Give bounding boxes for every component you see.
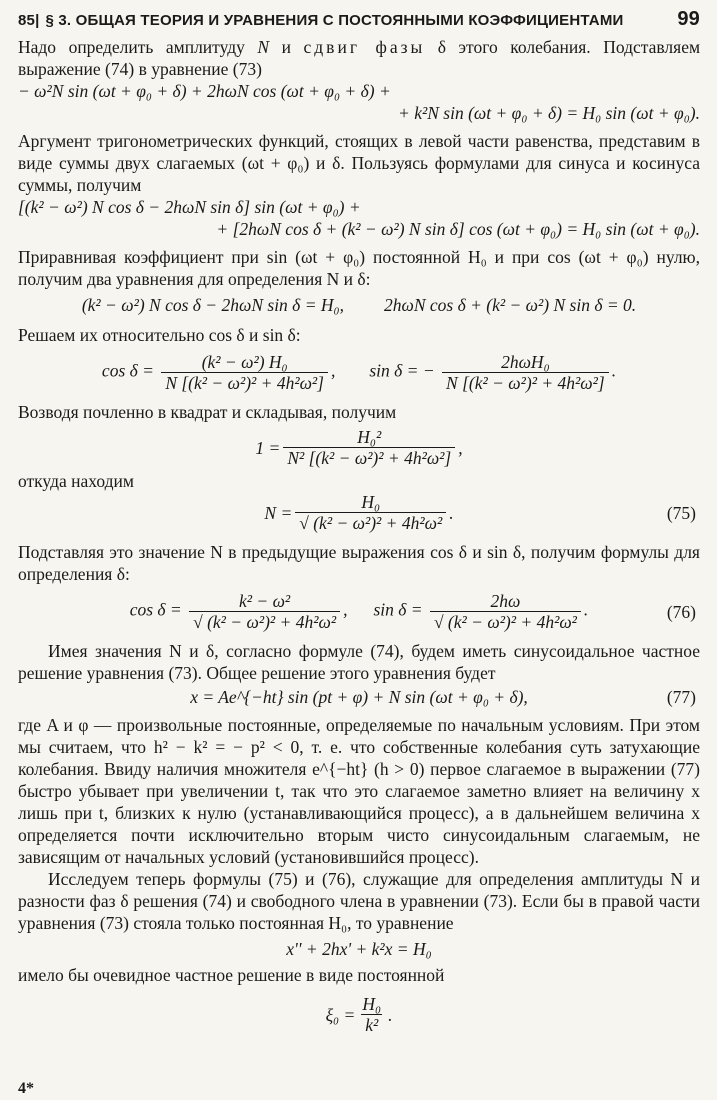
- paragraph-3: Приравнивая коэффициент при sin (ωt + φ₀) постоянной H₀ и при cos (ωt + φ₀) нулю, получим два уравнения для определения N и δ:: [18, 247, 700, 289]
- equation-number-75: (75): [666, 502, 696, 523]
- equation-1-line-1: − ω²N sin (ωt + φ₀ + δ) + 2hωN cos (ωt + φ₀ + δ) +: [18, 81, 391, 101]
- paragraph-2: Аргумент тригонометрических функций, стоящих в левой части равенства, представим в виде суммы двух слагаемых (ωt + φ₀) и δ. Пользуясь формулами для синуса и косинуса суммы, получим: [18, 131, 700, 195]
- paragraph-8: Имея значения N и δ, согласно формуле (74), будем иметь синусоидальное частное решение уравнения (73). Общее решение этого уравнения будет: [18, 641, 700, 683]
- paragraph-1: Надо определить амплитуду N и сдвиг фазы δ этого колебания. Подставляем выражение (74) в уравнение (73): [18, 37, 701, 79]
- equation-3-right: 2hωN cos δ + (k² − ω²) N sin δ = 0.: [383, 295, 637, 315]
- equation-sum-squares: 1 = $\frac{\text{H₀²}}{\text{N² [(k² − ω²)² + 4h²ω²]}}$ ,: [255, 427, 463, 468]
- equation-75: N = $\frac{\text{H₀}}{\text{√ (k² − ω²)² + 4h²ω²}}$ . (75): [264, 492, 696, 533]
- fraction-xi0: $\frac{\text{H₀}}{\text{k²}}$: [362, 994, 382, 1035]
- paragraph-9: где A и φ — произвольные постоянные, определяемые по начальным условиям. При этом мы считаем, что h² − k² = − p² < 0, т. е. что собственные колебания суть затухающие колебания. Ввиду наличия множителя e^{−ht} (h > 0) первое слагаемое в выражении (77) быстро убывает при увеличении t, так что это слагаемое заметно влияет на величину x лишь при t, близких к нулю (устанавливающийся процесс), а в дальнейшем величина x определяется почти исключительно вторым чисто синусоидальным слагаемым, не зависящим от начальных условий (установившийся процесс).: [18, 715, 700, 867]
- section-marker: 85|: [18, 12, 40, 29]
- equation-number-76: (76): [666, 601, 696, 622]
- fraction-cos-delta: $\frac{\text{(k² − ω²) H₀}}{\text{N [(k² − ω²)² + 4h²ω²]}}$: [161, 352, 328, 393]
- equation-76: cos δ = $\frac{\text{k² − ω²}}{\text{√ (k² − ω²)² + 4h²ω²}}$ , sin δ = $\frac{2h\omega}{\text{√ (k² − ω²)² + 4h²ω²}}$ . (76): [129, 591, 696, 632]
- paragraph-11: имело бы очевидное частное решение в виде постоянной: [18, 965, 445, 985]
- paragraph-5: Возводя почленно в квадрат и складывая, получим: [18, 402, 397, 422]
- fraction-cos-delta-76: $\frac{\text{k² − ω²}}{\text{√ (k² − ω²)² + 4h²ω²}}$: [189, 591, 340, 632]
- equation-2-line-1: [(k² − ω²) N cos δ − 2hωN sin δ] sin (ωt + φ₀) +: [18, 197, 361, 217]
- equation-77: x = Ae^{−ht} sin (pt + φ) + N sin (ωt + φ₀ + δ), (77): [190, 687, 696, 707]
- paragraph-7: Подставляя это значение N в предыдущие выражения cos δ и sin δ, получим формулы для определения δ:: [18, 542, 700, 584]
- running-header: [18, 8, 700, 32]
- paragraph-4: Решаем их относительно cos δ и sin δ:: [18, 325, 301, 345]
- signature-mark: 4*: [18, 1080, 34, 1097]
- page-number: 99: [677, 8, 700, 30]
- equation-1-line-2: + k²N sin (ωt + φ₀ + δ) = H₀ sin (ωt + φ₀).: [398, 103, 700, 123]
- fraction-sin-delta: $\frac{\text{2hωH₀}}{\text{N [(k² − ω²)² + 4h²ω²]}}$: [442, 352, 609, 393]
- paragraph-10: Исследуем теперь формулы (75) и (76), служащие для определения амплитуды N и разности фаз δ решения (74) и свободного члена в уравнении (73). Если бы в правой части уравнения (73) стояла только постоянная H₀, то уравнение: [18, 869, 700, 933]
- fraction-amplitude: $\frac{\text{H₀}}{\text{√ (k² − ω²)² + 4h²ω²}}$: [295, 492, 446, 533]
- fraction-sin-delta-76: $\frac{2h\omega}{\text{√ (k² − ω²)² + 4h²ω²}}$: [430, 591, 581, 632]
- page: [18, 8, 700, 1035]
- equation-cos-sin-delta: cos δ = $\frac{\text{(k² − ω²) H₀}}{\text{N [(k² − ω²)² + 4h²ω²]}}$ , sin δ = − $\frac{\text{2hωH₀}}{\text{N [(k² − ω²)² + 4h²ω²]}}$ .: [101, 352, 617, 393]
- paragraph-6: откуда находим: [18, 471, 134, 491]
- equation-constant-force: x'' + 2hx' + k²x = H₀: [286, 939, 432, 959]
- equation-number-77: (77): [666, 687, 696, 707]
- equation-3-left: (k² − ω²) N cos δ − 2hωN sin δ = H₀,: [81, 295, 344, 315]
- equation-2-line-2: + [2hωN cos δ + (k² − ω²) N sin δ] cos (ωt + φ₀) = H₀ sin (ωt + φ₀).: [216, 219, 700, 239]
- header-title: § 3. ОБЩАЯ ТЕОРИЯ И УРАВНЕНИЯ С ПОСТОЯННЫМИ КОЭФФИЦИЕНТАМИ: [45, 12, 624, 29]
- equation-xi0: ξ₀ = $\frac{\text{H₀}}{\text{k²}}$ .: [325, 994, 393, 1035]
- fraction-sum-squares: $\frac{\text{H₀²}}{\text{N² [(k² − ω²)² + 4h²ω²]}}$: [283, 427, 455, 468]
- equation-system: [18, 294, 700, 316]
